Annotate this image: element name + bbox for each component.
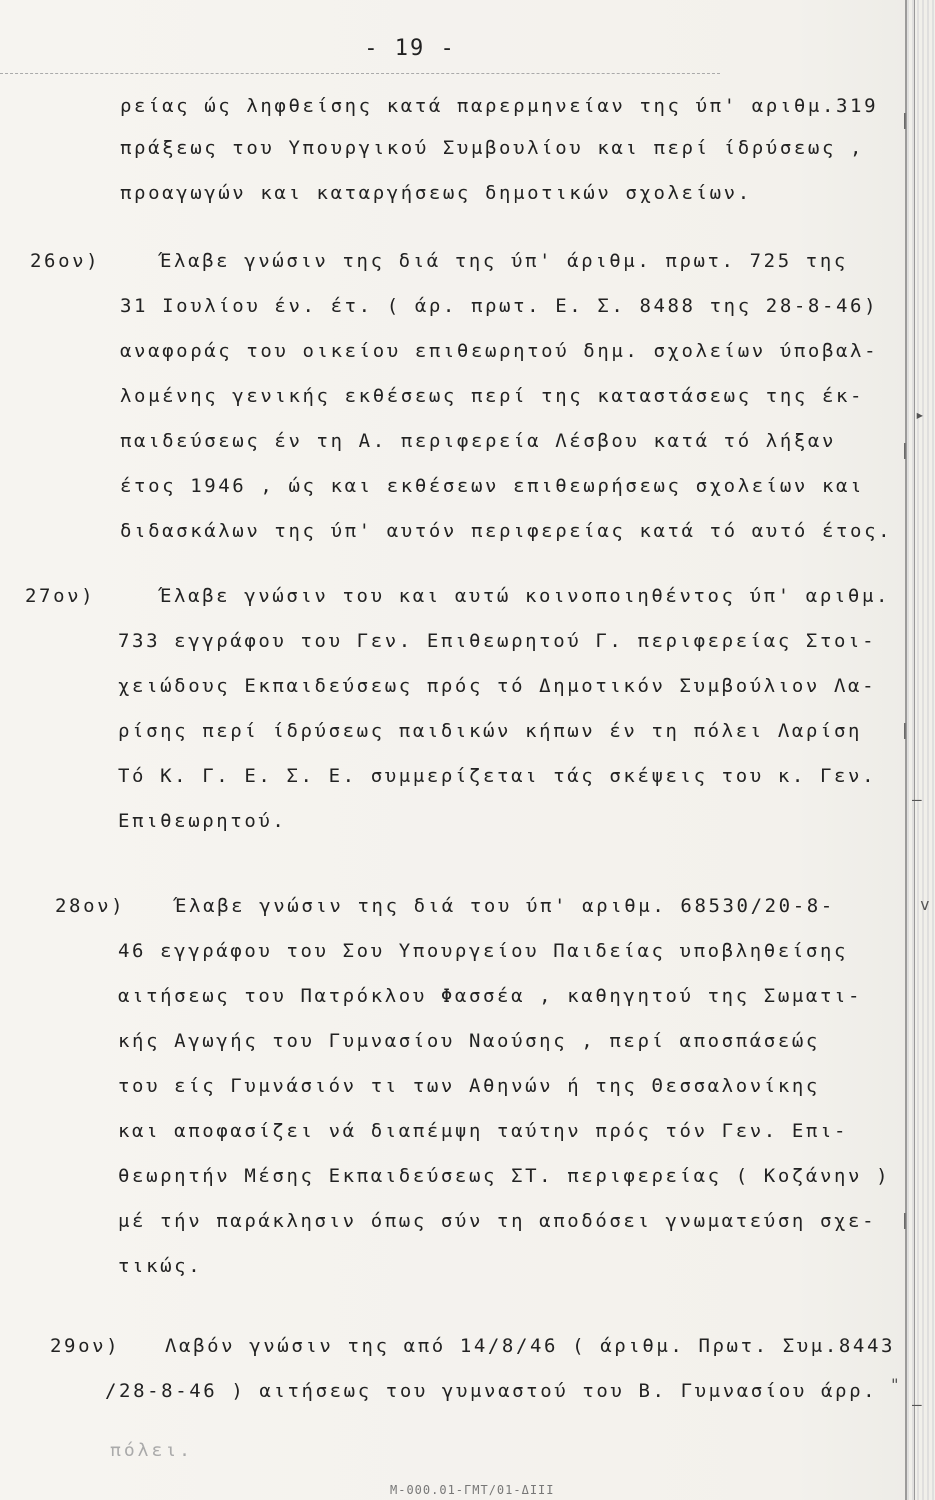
margin-mark: ▸ xyxy=(915,405,925,424)
text-line: ρίσης περί ίδρύσεως παιδικών κήπων έν τη πόλει Λαρίση xyxy=(118,720,863,742)
paragraph-number: 26ον) xyxy=(30,250,101,272)
margin-mark: — xyxy=(912,1395,922,1414)
margin-mark: | xyxy=(900,440,910,459)
margin-mark: | xyxy=(900,1210,910,1229)
margin-mark: " xyxy=(890,1375,900,1394)
text-line: Τό Κ. Γ. Ε. Σ. Ε. συμμερίζεται τάς σκέψεις του κ. Γεν. xyxy=(118,765,877,787)
text-line: Επιθεωρητού. xyxy=(118,810,287,832)
text-line: χειώδους Εκπαιδεύσεως πρός τό Δημοτικόν Συμβούλιον Λα- xyxy=(118,675,877,697)
binding-line xyxy=(914,0,915,1500)
margin-mark: — xyxy=(912,790,922,809)
text-line: 733 εγγράφου του Γεν. Επιθεωρητού Γ. περιφερείας Στοι- xyxy=(118,630,877,652)
footer-stamp: Μ-000.01-ΓΜΤ/01-ΔΙΙΙ xyxy=(390,1483,555,1497)
text-line: και αποφασίζει νά διαπέμψη ταύτην πρός τόν Γεν. Επι- xyxy=(118,1120,849,1142)
faint-text: πόλει. xyxy=(110,1440,194,1461)
text-line: ρείας ώς ληφθείσης κατά παρερμηνείαν της ύπ' αριθμ.319 xyxy=(120,95,879,117)
paragraph-number: 28ον) xyxy=(55,895,126,917)
text-line: του είς Γυμνάσιόν τι των Αθηνών ή της Θεσσαλονίκης xyxy=(118,1075,820,1097)
text-line: /28-8-46 ) αιτήσεως του γυμναστού του Β. Γυμνασίου άρρ. xyxy=(105,1380,878,1402)
paragraph-number: 27ον) xyxy=(25,585,96,607)
text-line: Έλαβε γνώσιν της διά του ύπ' αριθμ. 68530/20-8- xyxy=(175,895,835,917)
text-line: προαγωγών και καταργήσεως δημοτικών σχολείων. xyxy=(120,182,752,204)
margin-mark: | xyxy=(900,110,910,129)
text-line: διδασκάλων της ύπ' αυτόν περιφερείας κατά τό αυτό έτος. xyxy=(120,520,893,542)
text-line: 31 Ιουλίου έν. έτ. ( άρ. πρωτ. Ε. Σ. 8488 της 28-8-46) xyxy=(120,295,879,317)
text-line: Έλαβε γνώσιν της διά της ύπ' άριθμ. πρωτ. 725 της xyxy=(160,250,848,272)
text-line: μέ τήν παράκλησιν όπως σύν τη αποδόσει γνωματεύση σχε- xyxy=(118,1210,877,1232)
paragraph-number: 29ον) xyxy=(50,1335,121,1357)
page-number: - 19 - xyxy=(364,36,456,61)
text-line: αναφοράς του οικείου επιθεωρητού δημ. σχολείων ύποβαλ- xyxy=(120,340,879,362)
text-line: τικώς. xyxy=(118,1255,203,1277)
text-line: θεωρητήν Μέσης Εκπαιδεύσεως ΣΤ. περιφερείας ( Κοζάνην ) xyxy=(118,1165,891,1187)
margin-mark: | xyxy=(900,720,910,739)
text-line: κής Αγωγής του Γυμνασίου Ναούσης , περί αποσπάσεώς xyxy=(118,1030,820,1052)
text-line: Λαβόν γνώσιν της από 14/8/46 ( άριθμ. Πρωτ. Συμ.8443 xyxy=(165,1335,896,1357)
text-line: πράξεως του Υπουργικού Συμβουλίου και περί ίδρύσεως , xyxy=(120,137,865,159)
text-line: αιτήσεως του Πατρόκλου Φασσέα , καθηγητού της Σωματι- xyxy=(118,985,863,1007)
top-rule xyxy=(0,73,720,75)
text-line: λομένης γενικής εκθέσεως περί της καταστάσεως της έκ- xyxy=(120,385,865,407)
text-line: 46 εγγράφου του Σου Υπουργείου Παιδείας υποβληθείσης xyxy=(118,940,849,962)
text-line: έτος 1946 , ώς και εκθέσεων επιθεωρήσεως σχολείων και xyxy=(120,475,865,497)
binding-edge xyxy=(905,0,935,1500)
text-line: παιδεύσεως έν τη Α. περιφερεία Λέσβου κατά τό λήξαν xyxy=(120,430,836,452)
margin-mark: v xyxy=(920,895,930,914)
text-line: Έλαβε γνώσιν του και αυτώ κοινοποιηθέντος ύπ' αριθμ. xyxy=(160,585,891,607)
